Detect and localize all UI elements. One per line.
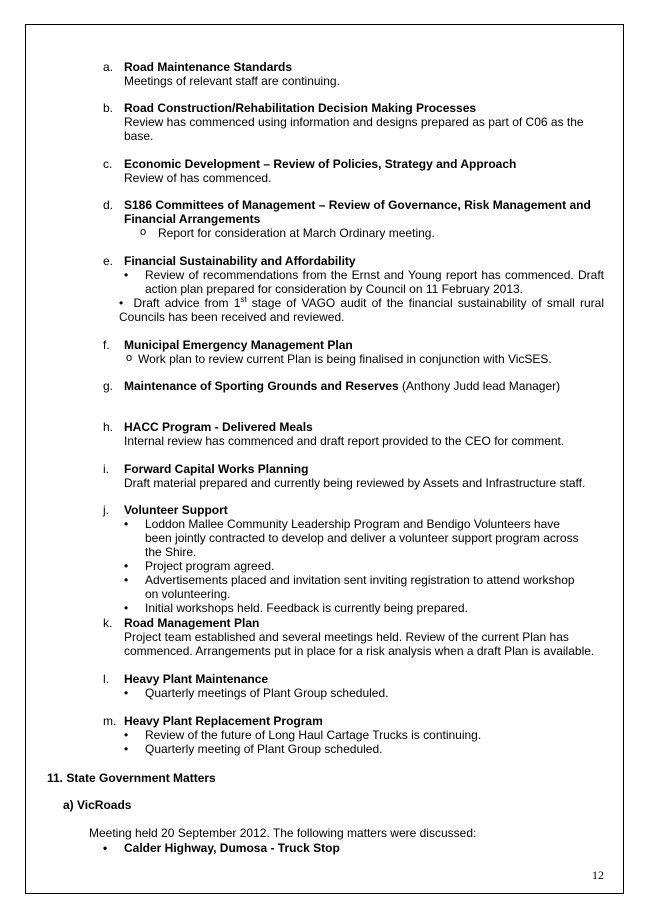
item-title: HACC Program - Delivered Meals (124, 420, 313, 434)
item-title: S186 Committees of Management – Review of Governance, Risk Management and Financial Arrangements (124, 198, 591, 226)
item-e (103, 254, 603, 296)
item-letter: h. (103, 420, 114, 434)
item-letter: e. (103, 254, 114, 268)
item-letter: m. (103, 714, 117, 728)
item-m (103, 714, 603, 756)
item-title: Financial Sustainability and Affordability (124, 254, 356, 268)
item-title: Heavy Plant Maintenance (124, 672, 269, 686)
item-letter: l. (103, 672, 109, 686)
sub-item: o Report for consideration at March Ordinary meeting. (138, 226, 599, 240)
item-text: Review has commenced using information and designs prepared as part of C06 as the base. (124, 115, 584, 143)
item-letter: f. (103, 338, 110, 352)
bullet-item: • Calder Highway, Dumosa - Truck Stop (103, 841, 340, 855)
item-f (103, 338, 603, 366)
item-title: Municipal Emergency Management Plan (124, 338, 353, 352)
item-h (103, 420, 603, 448)
bullet-item: • Review of the future of Long Haul Cartage Trucks is continuing. (124, 728, 603, 742)
item-title: Heavy Plant Replacement Program (124, 714, 323, 728)
bullet-text-post: stage of VAGO audit of the financial sustainability of small rural Councils has been received and reviewed. (119, 296, 605, 324)
item-i (103, 462, 603, 490)
item-text: Internal review has commenced and draft report provided to the CEO for comment. (124, 434, 565, 448)
page-border (25, 24, 624, 894)
page-number: 12 (592, 868, 604, 882)
item-title: Road Management Plan (124, 616, 260, 630)
bullet-item: • Review of recommendations from the Ernst and Young report has commenced. Draft action plan prepared for consideration by Council on 11 February 2013. (124, 268, 604, 296)
item-letter: k. (103, 616, 113, 630)
item-text: Project team established and several meetings held. Review of the current Plan has commenced. Arrangements put in place for a risk analysis when a draft Plan is available. (124, 630, 595, 658)
item-letter: c. (103, 157, 113, 171)
item-c (103, 157, 603, 185)
item-l (103, 672, 603, 700)
sub-item: o Work plan to review current Plan is being finalised in conjunction with VicSES. (124, 352, 603, 366)
item-letter: j. (103, 503, 109, 517)
item-title: Maintenance of Sporting Grounds and Reserves (124, 379, 399, 393)
bullet-item: • Project program agreed. (124, 559, 584, 573)
bullet-item: • Quarterly meeting of Plant Group scheduled. (124, 742, 603, 756)
item-title: Economic Development – Review of Policies, Strategy and Approach (124, 157, 517, 171)
item-title: Road Construction/Rehabilitation Decision Making Processes (124, 101, 477, 115)
bullet-superscript: st (240, 295, 247, 304)
section-heading: 11. State Government Matters (47, 771, 216, 785)
item-title: Volunteer Support (124, 503, 228, 517)
bullet-text-pre: Draft advice from 1 (133, 296, 241, 310)
bullet-item-vago (119, 296, 604, 324)
item-g (103, 379, 603, 393)
item-letter: a. (103, 60, 114, 74)
item-d (103, 198, 603, 240)
item-title: Forward Capital Works Planning (124, 462, 309, 476)
item-note: (Anthony Judd lead Manager) (398, 379, 561, 393)
item-text: Draft material prepared and currently being reviewed by Assets and Infrastructure staff. (124, 476, 586, 490)
item-j (103, 503, 603, 615)
bullet-glyph: • (119, 296, 134, 310)
item-letter: d. (103, 198, 114, 212)
meeting-text: Meeting held 20 September 2012. The following matters were discussed: (89, 826, 477, 840)
item-text: Review of has commenced. (124, 171, 272, 185)
bullet-item: • Initial workshops held. Feedback is currently being prepared. (124, 601, 584, 615)
subsection-heading: a) VicRoads (63, 798, 132, 812)
bullet-item: • Quarterly meetings of Plant Group scheduled. (124, 686, 603, 700)
item-b (103, 101, 603, 143)
item-a (103, 60, 603, 88)
item-letter: b. (103, 101, 114, 115)
item-letter: i. (103, 462, 109, 476)
item-text: Meetings of relevant staff are continuing. (124, 74, 340, 88)
bullet-item: • Loddon Mallee Community Leadership Program and Bendigo Volunteers have been jointly contracted to develop and deliver a volunteer support program across the Shire. (124, 517, 584, 559)
item-title: Road Maintenance Standards (124, 60, 293, 74)
item-letter: g. (103, 379, 114, 393)
bullet-item: • Advertisements placed and invitation sent inviting registration to attend workshop on volunteering. (124, 573, 584, 601)
item-k (103, 616, 603, 658)
